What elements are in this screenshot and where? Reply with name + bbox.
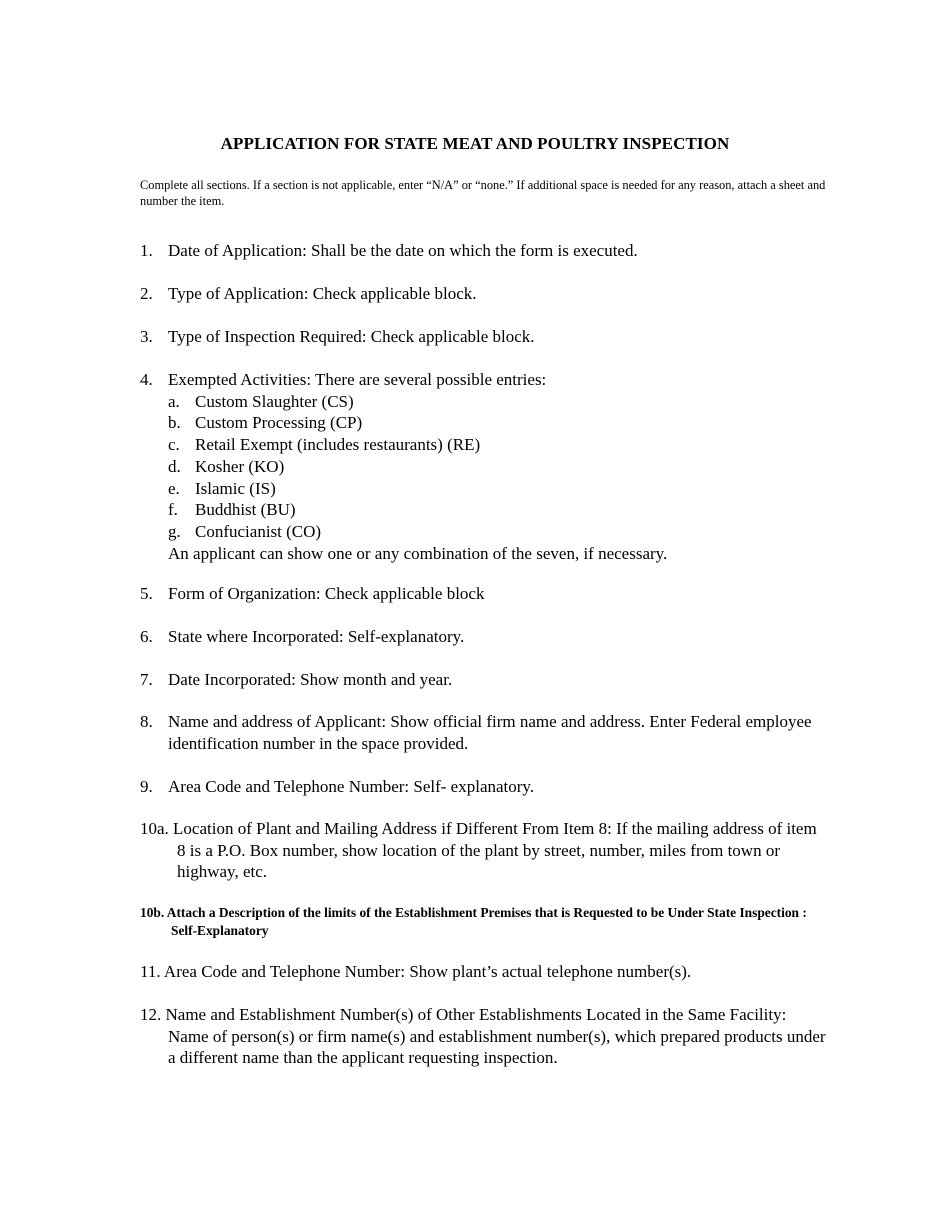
item-10b: 10b. Attach a Description of the limits of the Establishment Premises that is Requested to be Under State Inspection : Self-Explanatory [140,905,807,938]
item-number: 7. [140,670,153,689]
item-3 [140,326,840,348]
item-number: 6. [140,627,153,646]
item-10a: 10a. Location of Plant and Mailing Address if Different From Item 8: If the mailing address of item 8 is a P.O. Box number, show location of the plant by street, number, miles from town or highway, etc. [140,819,817,882]
exempted-list-item [168,456,840,478]
item-text: Name and address of Applicant: Show official firm name and address. Enter Federal employee identification number in the space provided. [168,712,812,753]
list-letter: d. [168,456,181,476]
exempted-list-item [168,521,840,543]
list-text: Islamic (IS) [195,478,276,498]
list-text: Custom Slaughter (CS) [195,391,354,411]
item-9 [140,776,840,798]
item-4 [140,369,840,564]
item-number: 8. [140,712,153,731]
list-text: Kosher (KO) [195,456,285,476]
item-2 [140,283,840,305]
exempted-note: An applicant can show one or any combination of the seven, if necessary. [168,543,668,563]
item-12: 12. Name and Establishment Number(s) of Other Establishments Located in the Same Facility: Name of person(s) or firm name(s) and establishment number(s), which prepared products under a different name than the applicant requesting inspection. [140,1005,826,1068]
item-7 [140,669,840,691]
item-number: 2. [140,284,153,303]
list-letter: g. [168,521,181,541]
item-text: Form of Organization: Check applicable block [168,584,485,603]
exempted-list-item [168,391,840,413]
item-text: Type of Inspection Required: Check applicable block. [168,327,535,346]
exempted-list-item [168,499,840,521]
item-number: 9. [140,777,153,796]
item-1 [140,240,840,262]
list-letter: a. [168,391,180,411]
item-5 [140,583,840,605]
list-text: Buddhist (BU) [195,500,296,520]
list-letter: f. [168,500,178,520]
exempted-list-item [168,434,840,456]
item-6 [140,626,840,648]
item-text: Date Incorporated: Show month and year. [168,670,453,689]
item-text: State where Incorporated: Self-explanatory. [168,627,465,646]
item-number: 4. [140,370,153,389]
item-11: 11. Area Code and Telephone Number: Show plant’s actual telephone number(s). [140,962,692,981]
intro-text: Complete all sections. If a section is not applicable, enter “N/A” or “none.” If additional space is needed for any reason, attach a sheet and number the item. [140,178,826,208]
list-letter: e. [168,478,180,498]
list-text: Confucianist (CO) [195,521,322,541]
item-text: Area Code and Telephone Number: Self- explanatory. [168,777,535,796]
item-number: 5. [140,584,153,603]
exempted-list-item [168,412,840,434]
item-number: 1. [140,241,153,260]
item-number: 3. [140,327,153,346]
document-title: APPLICATION FOR STATE MEAT AND POULTRY INSPECTION [220,134,730,153]
list-text: Custom Processing (CP) [195,413,363,433]
item-8 [140,711,820,754]
list-letter: b. [168,413,181,433]
list-text: Retail Exempt (includes restaurants) (RE) [195,435,481,455]
exempted-list-item [168,478,840,500]
item-text: Exempted Activities: There are several possible entries: [168,370,547,389]
list-letter: c. [168,435,180,455]
item-text: Type of Application: Check applicable block. [168,284,477,303]
item-text: Date of Application: Shall be the date on which the form is executed. [168,241,638,260]
